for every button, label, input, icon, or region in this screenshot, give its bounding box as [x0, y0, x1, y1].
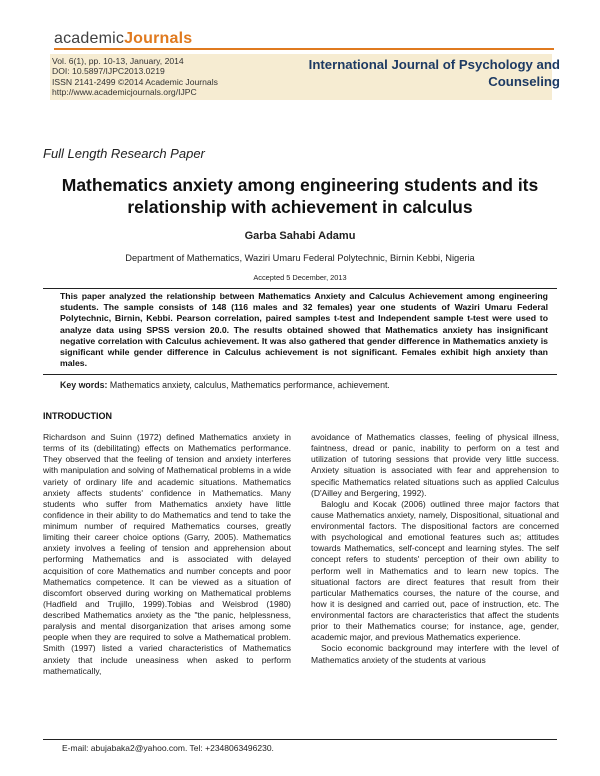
journal-logo: [54, 30, 192, 48]
section-heading-introduction: INTRODUCTION: [43, 411, 112, 421]
paragraph: Richardson and Suinn (1972) defined Mathematics anxiety in terms of its (debilitating) effects on Mathematics performance. They observed that the feeling of tension and anxiety interferes with manipulation and solving of Mathematical problems in a wide variety of ordinary life and academic situations. Mathematics anxiety affects students' confidence in Mathematics. Many students who suffer from Mathematics anxiety have little confidence in their ability to do Mathematics and tend to take the minimum number of required Mathematics courses, greatly limiting their career choice options (Garry, 2005). Mathematics anxiety involves a feeling of tension and apprehension about performing Mathematics and is associated with delayed acquisition of core Mathematics and number concepts and poor Mathematics competence. It can be viewed as a situation of discomfort observed during working on Mathematical problems (Hadfield and Trujillo, 1999).Tobias and Weisbrod (1980) described Mathematics anxiety as the "the panic, helplessness, paralysis and mental disorganization that arises among some people when they are required to solve a Mathematical problem. Smith (1997) listed a varied characteristics of Mathematics anxiety that include uneasiness when asked to perform mathematically,: [43, 432, 291, 676]
keywords: [60, 380, 550, 390]
paragraph: Socio economic background may interfere with the level of Mathematics anxiety of the students at various: [311, 643, 559, 665]
meta-url[interactable]: http://www.academicjournals.org/IJPC: [52, 87, 197, 98]
header-rule: [54, 48, 554, 50]
journal-title: International Journal of Psychology and Counseling: [308, 57, 560, 89]
abstract: This paper analyzed the relationship between Mathematics Anxiety and Calculus Achievement among engineering students. The sample consists of 148 (116 males and 32 females) year one students of Waziri Umaru Federal Polytechnic, Birnin, Kebbi. Pearson correlation, paired samples t-test and Independent sample t-test were used to analyze data using SPSS version 20.0. The results obtained showed that Mathematics anxiety has insignificant negative correlation with Calculus achievement. It was also gathered that gender difference in Mathematics anxiety is significant while gender difference in Calculus achievement is not significant. Females exhibit high anxiety than males.: [60, 291, 548, 369]
keywords-label: Key words:: [60, 380, 108, 390]
author-name: Garba Sahabi Adamu: [244, 230, 356, 242]
meta-doi: DOI: 10.5897/IJPC2013.0219: [52, 66, 165, 77]
corresponding-contact: E-mail: abujabaka2@yahoo.com. Tel: +2348063496230.: [62, 743, 274, 753]
meta-volume: Vol. 6(1), pp. 10-13, January, 2014: [52, 56, 184, 66]
abstract-bottom-rule: [43, 374, 557, 375]
paragraph: avoidance of Mathematics classes, feeling of physical illness, faintness, dread or panic, inability to perform on a test and utilization of tutoring sessions that provide very little success. Anxiety situation is associated with fear and apprehension to specific Mathematics related situations such as applied Calculus (D'Ailley and Bergering, 1992).: [311, 432, 559, 498]
body-column-left: [43, 432, 291, 677]
footer-rule: [43, 739, 557, 740]
paper-title: Mathematics anxiety among engineering students and its relationship with achievement in calculus: [61, 175, 539, 217]
publication-meta: [52, 56, 218, 98]
keywords-list: Mathematics anxiety, calculus, Mathematics performance, achievement.: [107, 380, 390, 390]
meta-issn: ISSN 2141-2499 ©2014 Academic Journals: [52, 76, 218, 87]
paper-type: Full Length Research Paper: [43, 146, 205, 161]
body-column-right: [311, 432, 559, 666]
logo-text-part2: Journals: [124, 30, 193, 47]
author-affiliation: Department of Mathematics, Waziri Umaru Federal Polytechnic, Birnin Kebbi, Nigeria: [125, 253, 475, 263]
abstract-top-rule: [43, 288, 557, 289]
paragraph: Baloglu and Kocak (2006) outlined three major factors that cause Mathematics anxiety, namely, Dispositional, situational and environmental factors. The dispositional factors are concerned with psychological and emotional features such as; attitudes towards Mathematics, self-concept and learning styles. The self concept refers to students' perception of their own ability to perform well in Mathematics and to learn new topics. The situational factors are direct features that result from their particular Mathematics courses, the nature of the course, and how it is designed and carried out, pace of instruction, etc. The environmental factors are characteristics that affect the students prior to their Mathematics course; for instance, age, gender, academic major, and previous Mathematics experience.: [311, 498, 559, 643]
accepted-date: Accepted 5 December, 2013: [253, 273, 347, 282]
logo-text-part1: academic: [54, 30, 125, 47]
